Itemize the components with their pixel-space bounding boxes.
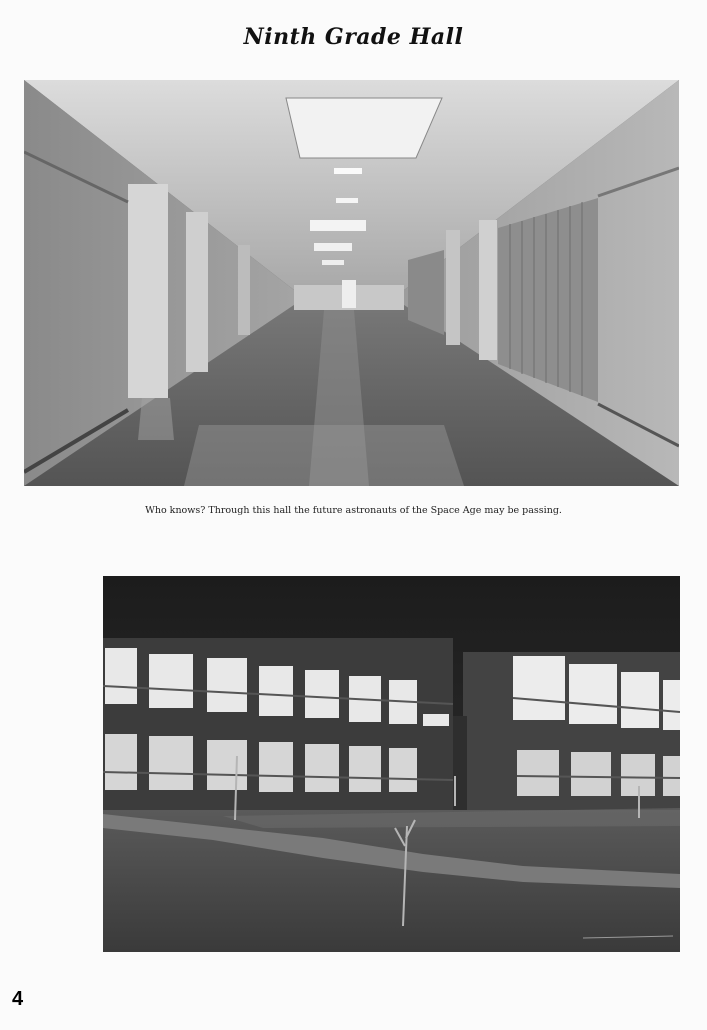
photo-caption: Who knows? Through this hall the future astronauts of the Space Age may be passing.: [145, 505, 562, 516]
page-title: Ninth Grade Hall: [243, 24, 464, 50]
page-number: 4: [12, 988, 24, 1010]
hallway-photo: [24, 80, 679, 486]
building-photo: [103, 576, 680, 952]
